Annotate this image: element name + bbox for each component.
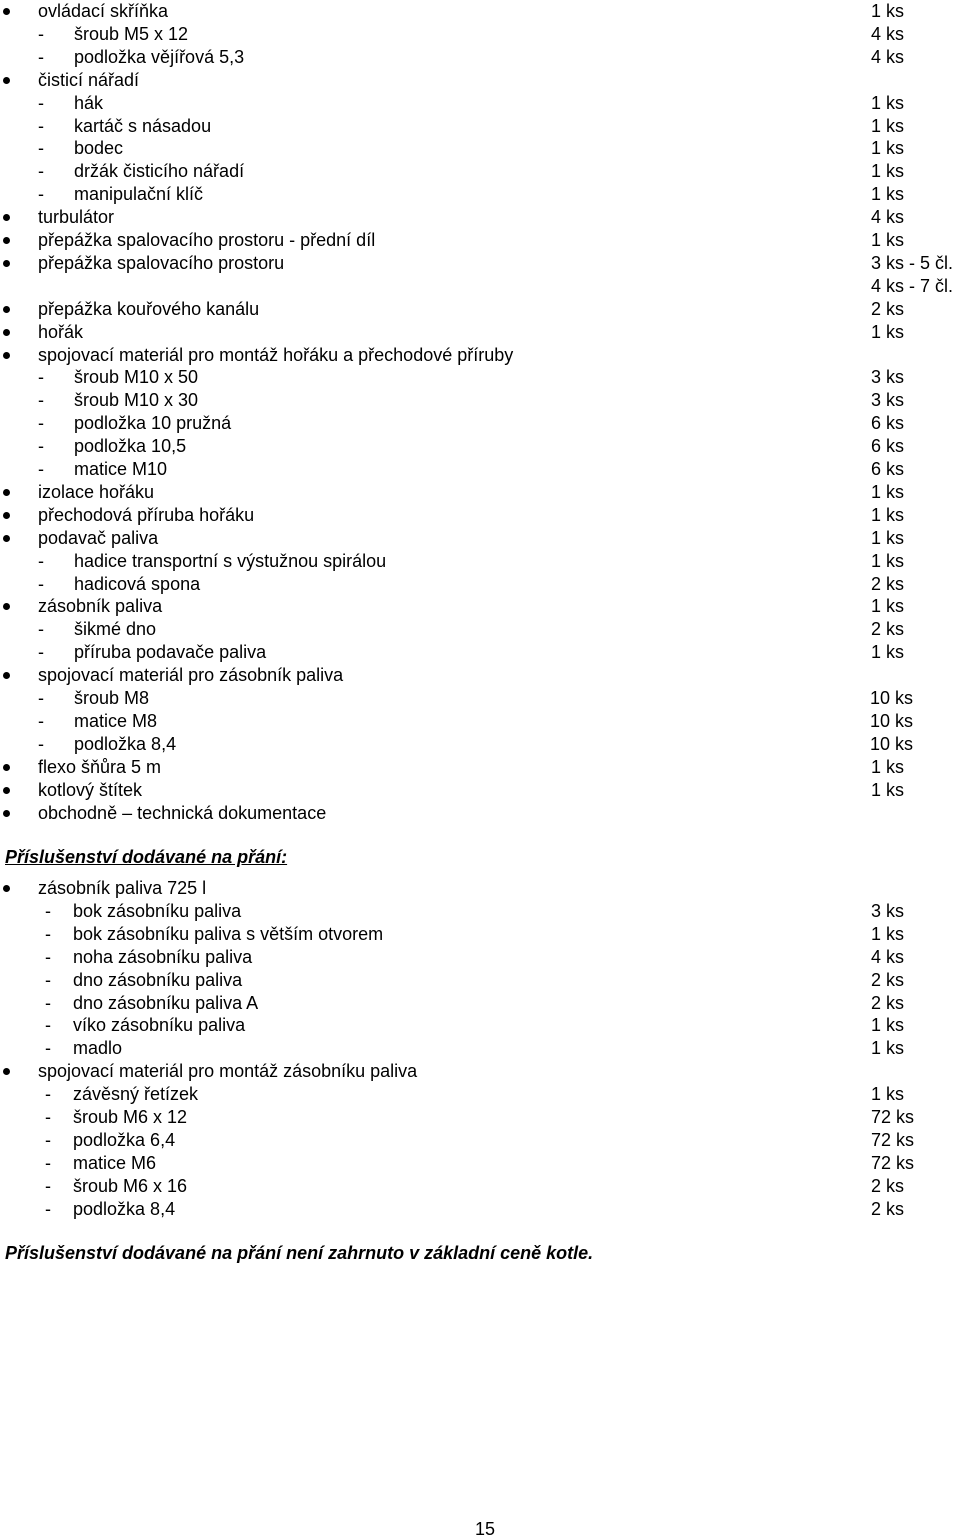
dash-icon: -: [38, 550, 44, 571]
list-item: [0, 252, 960, 274]
list-item: [0, 756, 960, 778]
dash-icon: -: [38, 688, 44, 708]
item-label: noha zásobníku paliva: [73, 946, 253, 967]
item-label: přepážka spalovacího prostoru - přední díl: [38, 230, 376, 250]
item-label: závěsný řetízek: [73, 1084, 199, 1105]
item-label: podložka 10,5: [74, 436, 187, 457]
item-quantity: 10 ks: [870, 733, 914, 754]
item-quantity: 4 ks - 7 čl.: [871, 275, 954, 296]
item-label: držák čisticího nářadí: [74, 161, 245, 182]
item-quantity: 3 ks: [871, 367, 905, 388]
list-item: [0, 969, 960, 991]
item-label: šikmé dno: [74, 619, 157, 640]
item-quantity: 6 ks: [871, 459, 905, 479]
item-label: zásobník paliva: [38, 596, 163, 617]
list-item: [0, 733, 960, 755]
item-label: víko zásobníku paliva: [73, 1015, 246, 1036]
item-quantity: 2 ks: [871, 992, 905, 1013]
dash-icon: -: [45, 1175, 51, 1196]
bullet-icon: [3, 306, 10, 313]
item-quantity: 1 ks: [871, 779, 905, 800]
bullet-icon: [3, 8, 10, 15]
item-label: přechodová příruba hořáku: [38, 504, 255, 525]
item-label: madlo: [73, 1038, 123, 1059]
list-item: [0, 1106, 960, 1128]
dash-icon: -: [45, 1107, 51, 1127]
optional-accessories-heading: Příslušenství dodávané na přání:: [5, 847, 288, 867]
list-item: [0, 992, 960, 1014]
bullet-icon: [3, 260, 10, 267]
item-label: bok zásobníku paliva: [73, 900, 242, 921]
list-item: [0, 900, 960, 922]
item-label: šroub M6 x 16: [73, 1175, 188, 1196]
item-quantity: 1 ks: [871, 138, 905, 159]
bullet-icon: [3, 329, 10, 336]
item-quantity: 1 ks: [871, 161, 905, 182]
dash-icon: -: [38, 573, 44, 594]
list-item: [0, 275, 960, 297]
item-label: hák: [74, 92, 104, 113]
item-quantity: 2 ks: [871, 573, 905, 594]
item-quantity: 10 ks: [870, 688, 914, 708]
item-quantity: 2 ks: [871, 1198, 905, 1219]
item-quantity: 72 ks: [871, 1129, 915, 1150]
list-item: [0, 946, 960, 968]
dash-icon: -: [38, 92, 44, 113]
list-item: [0, 389, 960, 411]
item-label: matice M6: [73, 1152, 157, 1173]
list-item: [0, 344, 960, 366]
list-item: [0, 115, 960, 137]
bullet-icon: [3, 489, 10, 496]
dash-icon: -: [45, 900, 51, 921]
list-item: [0, 504, 960, 526]
item-label: kartáč s násadou: [74, 115, 212, 136]
list-item: [0, 550, 960, 572]
page-number: 15: [475, 1519, 496, 1539]
list-item: [0, 160, 960, 182]
dash-icon: -: [45, 969, 51, 990]
item-quantity: 6 ks: [871, 436, 905, 457]
dash-icon: -: [38, 413, 44, 434]
bullet-icon: [3, 352, 10, 359]
dash-icon: -: [45, 946, 51, 967]
item-label: zásobník paliva 725 l: [38, 878, 207, 898]
list-item: [0, 0, 960, 22]
list-item: [0, 641, 960, 663]
list-item: [0, 1060, 960, 1082]
item-label: příruba podavače paliva: [74, 642, 267, 663]
dash-icon: -: [38, 436, 44, 457]
item-label: turbulátor: [38, 207, 115, 228]
item-quantity: 4 ks: [871, 946, 905, 967]
item-quantity: 1 ks: [871, 642, 905, 663]
item-quantity: 1 ks: [871, 550, 905, 571]
item-label: matice M10: [74, 459, 168, 479]
item-label: hadice transportní s výstužnou spirálou: [74, 550, 387, 571]
item-quantity: 3 ks - 5 čl.: [871, 252, 954, 273]
item-label: přepážka kouřového kanálu: [38, 298, 260, 319]
dash-icon: -: [38, 367, 44, 388]
bullet-icon: [3, 1068, 10, 1075]
item-label: podložka 10 pružná: [74, 413, 232, 434]
list-item: [0, 573, 960, 595]
item-label: šroub M10 x 30: [74, 390, 199, 411]
bullet-icon: [3, 603, 10, 610]
item-quantity: 72 ks: [871, 1152, 915, 1173]
dash-icon: -: [38, 115, 44, 136]
item-label: přepážka spalovacího prostoru: [38, 252, 285, 273]
item-quantity: 2 ks: [871, 298, 905, 319]
item-quantity: 1 ks: [871, 527, 905, 548]
dash-icon: -: [38, 459, 44, 479]
item-label: podložka 8,4: [74, 733, 177, 754]
dash-icon: -: [38, 138, 44, 159]
item-label: ovládací skříňka: [38, 1, 169, 21]
dash-icon: -: [45, 923, 51, 944]
list-item: [0, 229, 960, 251]
list-item: [0, 206, 960, 228]
item-quantity: 1 ks: [871, 481, 905, 502]
item-quantity: 1 ks: [871, 1015, 905, 1036]
item-label: kotlový štítek: [38, 779, 143, 800]
item-quantity: 1 ks: [871, 321, 905, 342]
item-label: podložka vějířová 5,3: [74, 46, 245, 67]
item-quantity: 4 ks: [871, 46, 905, 67]
list-item: [0, 687, 960, 709]
list-item: [0, 923, 960, 945]
list-item: [0, 183, 960, 205]
item-quantity: 1 ks: [871, 1038, 905, 1059]
bullet-icon: [3, 77, 10, 84]
list-item: [0, 1083, 960, 1105]
item-quantity: 10 ks: [870, 710, 914, 731]
dash-icon: -: [38, 710, 44, 731]
list-item: [0, 664, 960, 686]
dash-icon: -: [45, 1198, 51, 1219]
item-quantity: 3 ks: [871, 390, 905, 411]
item-quantity: 1 ks: [871, 504, 905, 525]
list-item: [0, 92, 960, 114]
dash-icon: -: [45, 1038, 51, 1059]
bullet-icon: [3, 512, 10, 519]
list-item: [0, 137, 960, 159]
item-quantity: 1 ks: [871, 923, 905, 944]
dash-icon: -: [38, 46, 44, 67]
item-quantity: 4 ks: [871, 23, 905, 44]
list-item: [0, 321, 960, 343]
item-label: podložka 8,4: [73, 1198, 176, 1219]
list-item: [0, 618, 960, 640]
list-item: [0, 412, 960, 434]
dash-icon: -: [45, 1015, 51, 1036]
item-label: manipulační klíč: [74, 184, 204, 205]
item-quantity: 2 ks: [871, 1175, 905, 1196]
dash-icon: -: [45, 1129, 51, 1150]
item-quantity: 6 ks: [871, 413, 905, 434]
bullet-icon: [3, 764, 10, 771]
item-quantity: 2 ks: [871, 969, 905, 990]
item-quantity: 1 ks: [871, 230, 905, 250]
item-label: čisticí nářadí: [38, 69, 140, 90]
list-item: [0, 69, 960, 91]
bullet-icon: [3, 214, 10, 221]
list-item: [0, 710, 960, 732]
list-item: [0, 1129, 960, 1151]
bullet-icon: [3, 787, 10, 794]
item-label: hadicová spona: [74, 573, 201, 594]
item-quantity: 1 ks: [871, 1084, 905, 1105]
list-item: [0, 481, 960, 503]
dash-icon: -: [38, 161, 44, 182]
item-quantity: 1 ks: [871, 115, 905, 136]
bullet-icon: [3, 672, 10, 679]
dash-icon: -: [45, 1152, 51, 1173]
item-label: bok zásobníku paliva s větším otvorem: [73, 923, 384, 944]
dash-icon: -: [38, 23, 44, 44]
list-item: [0, 595, 960, 617]
list-item: [0, 366, 960, 388]
item-quantity: 1 ks: [871, 184, 905, 205]
item-quantity: 4 ks: [871, 207, 905, 228]
dash-icon: -: [38, 184, 44, 205]
bullet-icon: [3, 810, 10, 817]
dash-icon: -: [38, 619, 44, 640]
item-label: matice M8: [74, 710, 158, 731]
list-item: [0, 527, 960, 549]
bullet-icon: [3, 237, 10, 244]
item-quantity: 2 ks: [871, 619, 905, 640]
dash-icon: -: [38, 642, 44, 663]
list-item: [0, 802, 960, 824]
list-item: [0, 435, 960, 457]
list-item: [0, 298, 960, 320]
item-label: obchodně – technická dokumentace: [38, 802, 327, 823]
list-item: [0, 877, 960, 899]
item-quantity: 1 ks: [871, 1, 905, 21]
list-item: [0, 1037, 960, 1059]
item-label: spojovací materiál pro montáž zásobníku paliva: [38, 1061, 418, 1082]
list-item: [0, 1175, 960, 1197]
item-label: šroub M10 x 50: [74, 367, 199, 388]
item-label: spojovací materiál pro montáž hořáku a přechodové příruby: [38, 344, 514, 365]
item-label: spojovací materiál pro zásobník paliva: [38, 665, 344, 686]
item-label: podavač paliva: [38, 527, 159, 548]
bullet-icon: [3, 535, 10, 542]
item-label: podložka 6,4: [73, 1129, 176, 1150]
item-label: dno zásobníku paliva: [73, 969, 243, 990]
list-item: [0, 1198, 960, 1220]
list-item: [0, 1014, 960, 1036]
item-label: flexo šňůra 5 m: [38, 756, 162, 777]
item-quantity: 3 ks: [871, 900, 905, 921]
dash-icon: -: [45, 1084, 51, 1105]
item-label: šroub M6 x 12: [73, 1107, 188, 1127]
list-item: [0, 46, 960, 68]
dash-icon: -: [38, 390, 44, 411]
item-quantity: 1 ks: [871, 596, 905, 617]
item-label: hořák: [38, 321, 84, 342]
item-label: bodec: [74, 138, 124, 159]
list-item: [0, 1152, 960, 1174]
list-item: [0, 779, 960, 801]
item-label: šroub M8: [74, 688, 150, 708]
item-label: šroub M5 x 12: [74, 23, 189, 44]
item-quantity: 72 ks: [871, 1107, 915, 1127]
list-item: [0, 23, 960, 45]
bullet-icon: [3, 885, 10, 892]
dash-icon: -: [38, 733, 44, 754]
item-label: dno zásobníku paliva A: [73, 992, 259, 1013]
footnote: Příslušenství dodávané na přání není zahrnuto v základní ceně kotle.: [5, 1243, 594, 1263]
list-item: [0, 458, 960, 480]
item-quantity: 1 ks: [871, 92, 905, 113]
item-quantity: 1 ks: [871, 756, 905, 777]
dash-icon: -: [45, 992, 51, 1013]
item-label: izolace hořáku: [38, 481, 155, 502]
